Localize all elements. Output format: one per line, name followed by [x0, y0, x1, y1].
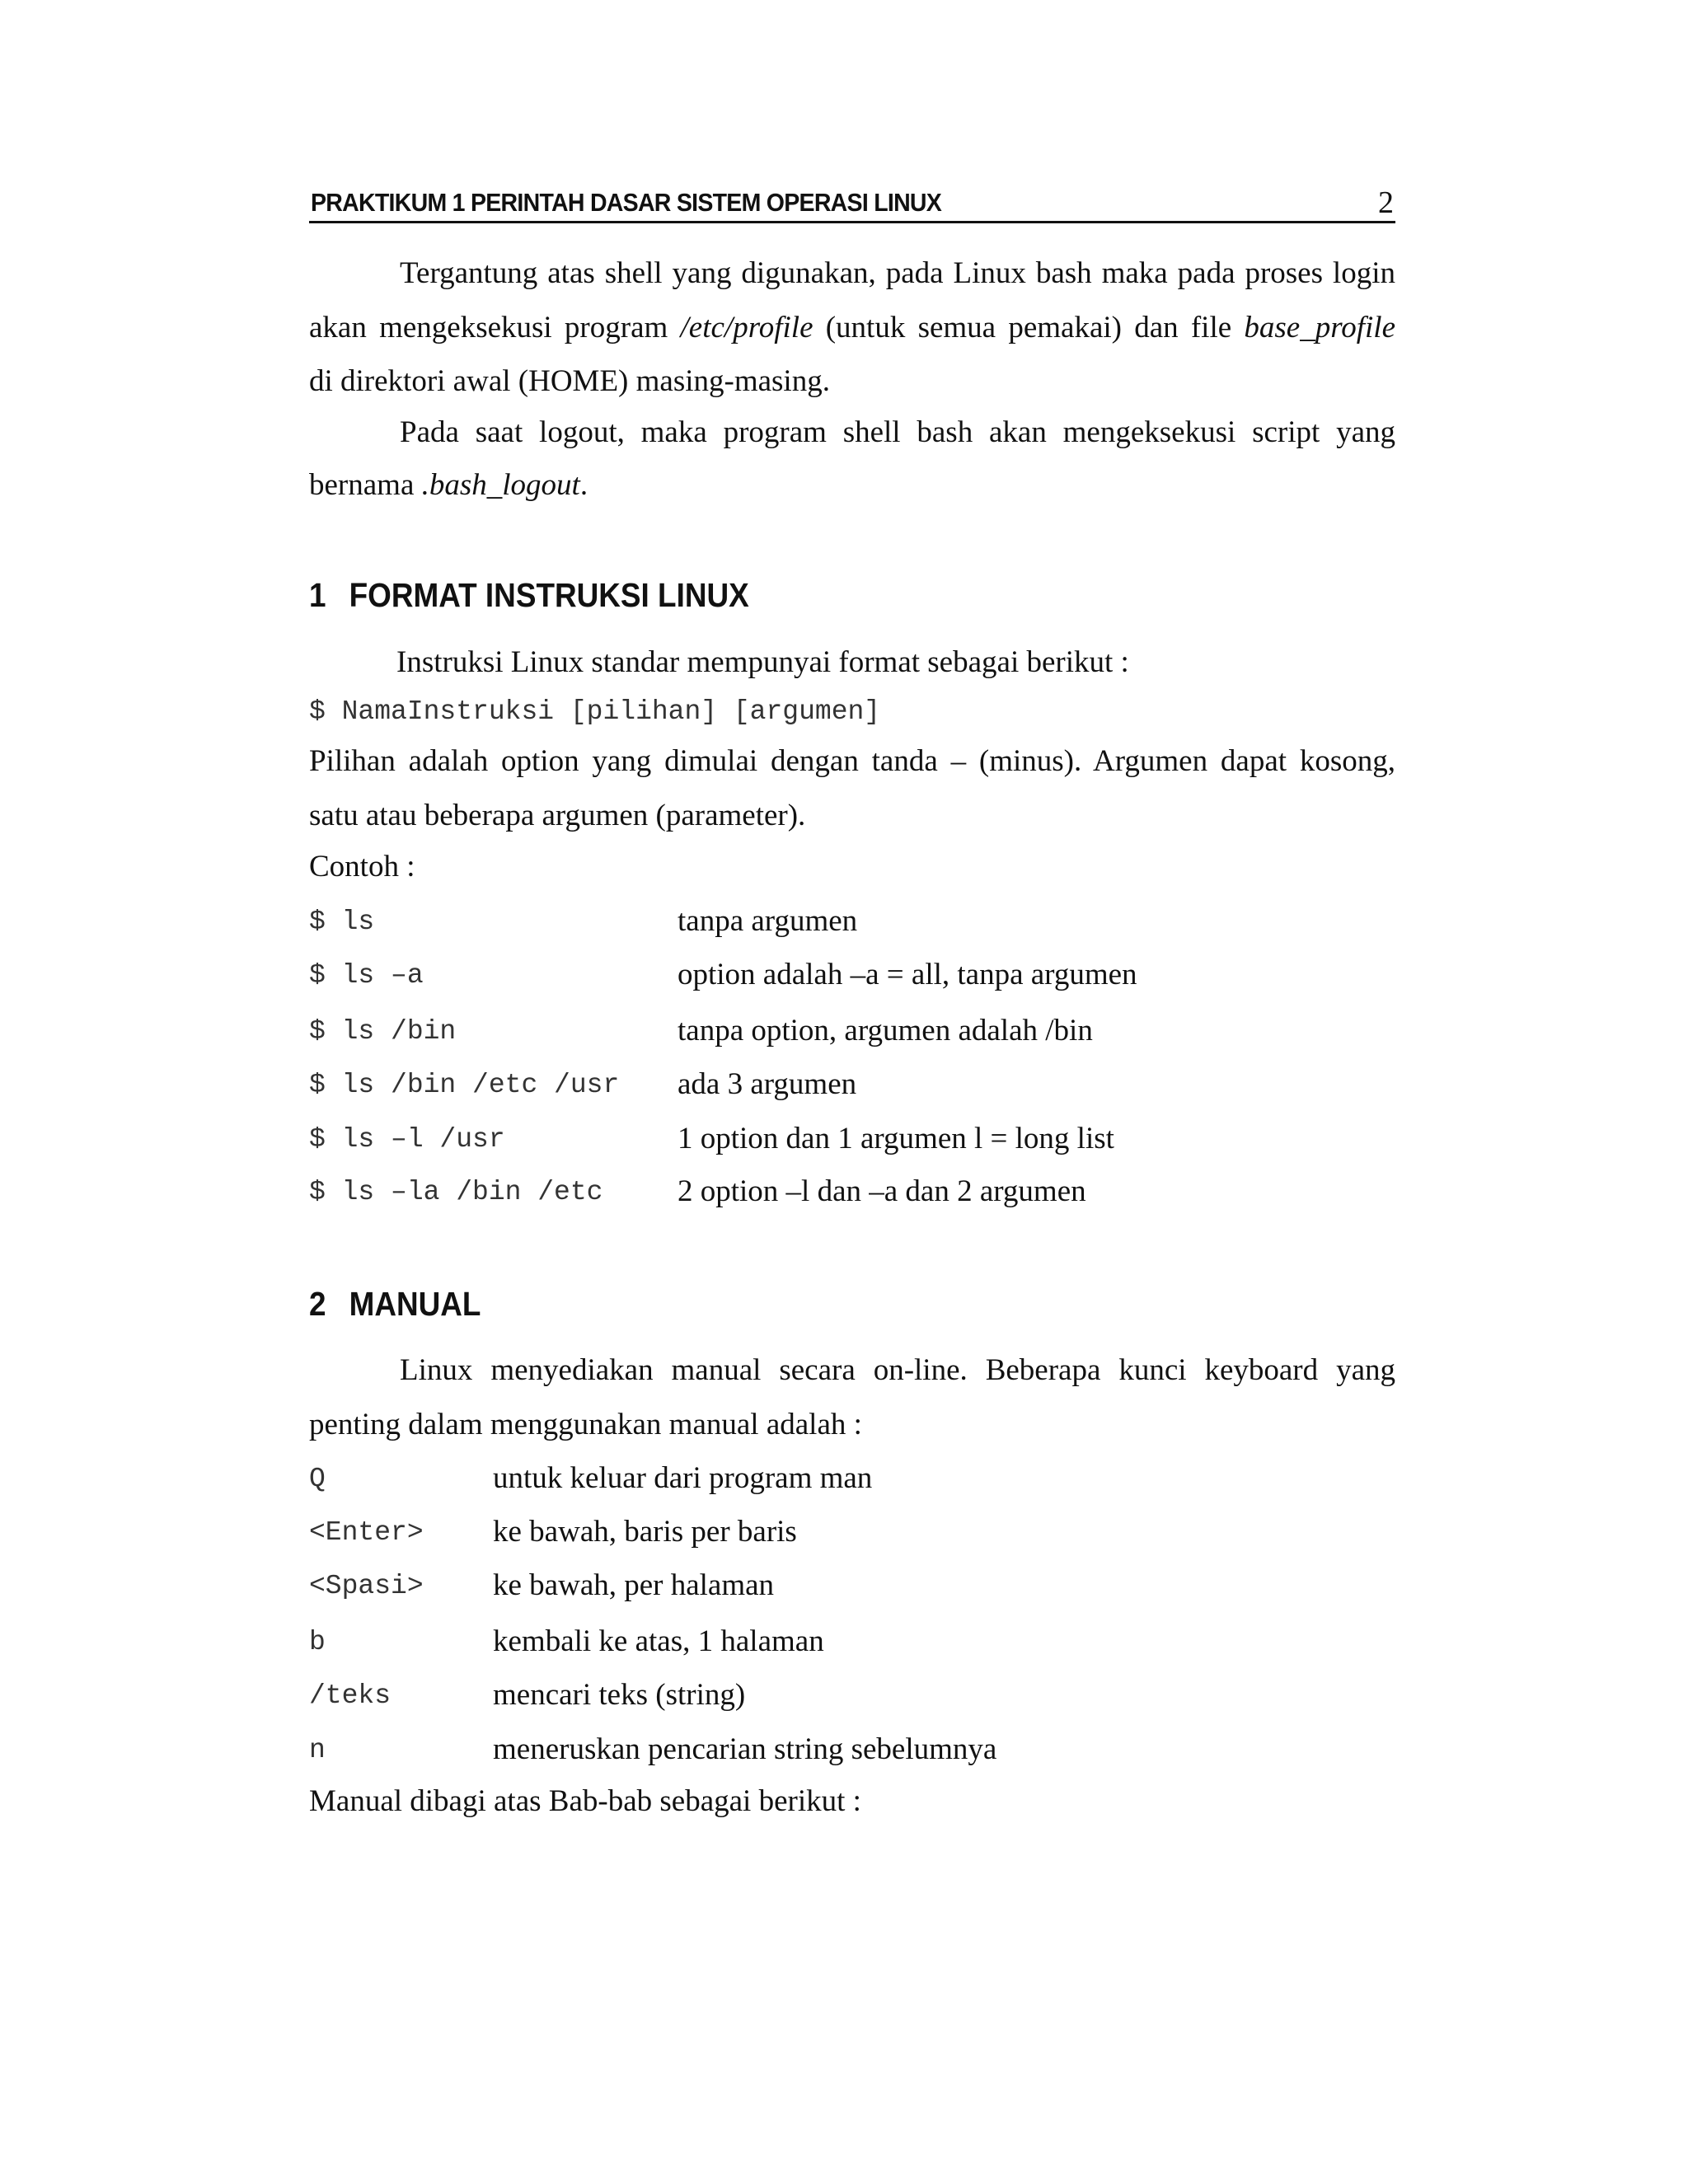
- example-command: $ ls –la /bin /etc: [309, 1177, 603, 1207]
- section-1-intro: Instruksi Linux standar mempunyai format sebagai berikut :: [396, 645, 1129, 679]
- key-name: Q: [309, 1464, 326, 1494]
- section-1-para-line-2: satu atau beberapa argumen (parameter).: [309, 799, 806, 832]
- key-description: mencari teks (string): [493, 1678, 746, 1712]
- key-description: untuk keluar dari program man: [493, 1461, 873, 1495]
- section-1-heading: [309, 574, 749, 616]
- key-name: /teks: [309, 1680, 392, 1711]
- intro-line-5: [309, 467, 588, 504]
- key-description: kembali ke atas, 1 halaman: [493, 1624, 824, 1658]
- intro-line-5-text-a: bernama: [309, 468, 422, 502]
- example-command: $ ls /bin /etc /usr: [309, 1070, 620, 1100]
- running-header: [309, 183, 1395, 223]
- example-description: 2 option –l dan –a dan 2 argumen: [678, 1174, 1086, 1208]
- example-description: tanpa argumen: [678, 904, 858, 938]
- intro-line-4: Pada saat logout, maka program shell bash akan mengeksekusi script yang: [400, 415, 1395, 449]
- key-name: <Spasi>: [309, 1571, 424, 1601]
- syntax-line: $ NamaInstruksi [pilihan] [argumen]: [309, 696, 881, 727]
- key-description: meneruskan pencarian string sebelumnya: [493, 1732, 997, 1766]
- bash-logout-file: .bash_logout: [421, 468, 580, 502]
- intro-line-2-text-c: (untuk semua pemakai) dan file: [813, 311, 1245, 344]
- key-name: b: [309, 1627, 326, 1657]
- key-description: ke bawah, baris per baris: [493, 1515, 797, 1549]
- section-2-para-line-2: penting dalam menggunakan manual adalah :: [309, 1408, 862, 1441]
- section-1-title: FORMAT INSTRUKSI LINUX: [349, 576, 749, 614]
- example-command: $ ls –a: [309, 960, 424, 991]
- intro-line-2: [309, 310, 1395, 346]
- intro-line-1: Tergantung atas shell yang digunakan, pada Linux bash maka pada proses login: [400, 256, 1395, 290]
- example-description: 1 option dan 1 argumen l = long list: [678, 1122, 1114, 1155]
- section-2-title: MANUAL: [349, 1285, 481, 1323]
- section-1-number: 1: [309, 576, 326, 614]
- intro-line-5-text-c: .: [579, 468, 588, 502]
- example-description: option adalah –a = all, tanpa argumen: [678, 958, 1137, 991]
- example-command: $ ls –l /usr: [309, 1124, 505, 1155]
- example-label: Contoh :: [309, 850, 415, 883]
- key-description: ke bawah, per halaman: [493, 1568, 775, 1602]
- section-2-closing: Manual dibagi atas Bab-bab sebagai berikut :: [309, 1784, 861, 1818]
- running-header-title: PRAKTIKUM 1 PERINTAH DASAR SISTEM OPERASI LINUX: [311, 188, 942, 217]
- section-2-heading: [309, 1283, 481, 1324]
- example-description: tanpa option, argumen adalah /bin: [678, 1014, 1093, 1047]
- example-command: $ ls /bin: [309, 1016, 457, 1047]
- etc-profile-path: /etc/profile: [680, 311, 814, 344]
- example-command: $ ls: [309, 907, 375, 937]
- section-2-number: 2: [309, 1285, 326, 1323]
- intro-line-3: di direktori awal (HOME) masing-masing.: [309, 364, 830, 398]
- key-name: <Enter>: [309, 1517, 424, 1548]
- key-name: n: [309, 1735, 326, 1765]
- page-number: 2: [1378, 185, 1394, 220]
- base-profile-file: base_profile: [1244, 311, 1395, 344]
- example-description: ada 3 argumen: [678, 1067, 857, 1101]
- intro-line-2-text-a: akan mengeksekusi program: [309, 311, 681, 344]
- section-1-para-line-1: Pilihan adalah option yang dimulai dengan tanda – (minus). Argumen dapat kosong,: [309, 744, 1395, 778]
- section-2-para-line-1: Linux menyediakan manual secara on-line. Beberapa kunci keyboard yang: [400, 1353, 1395, 1387]
